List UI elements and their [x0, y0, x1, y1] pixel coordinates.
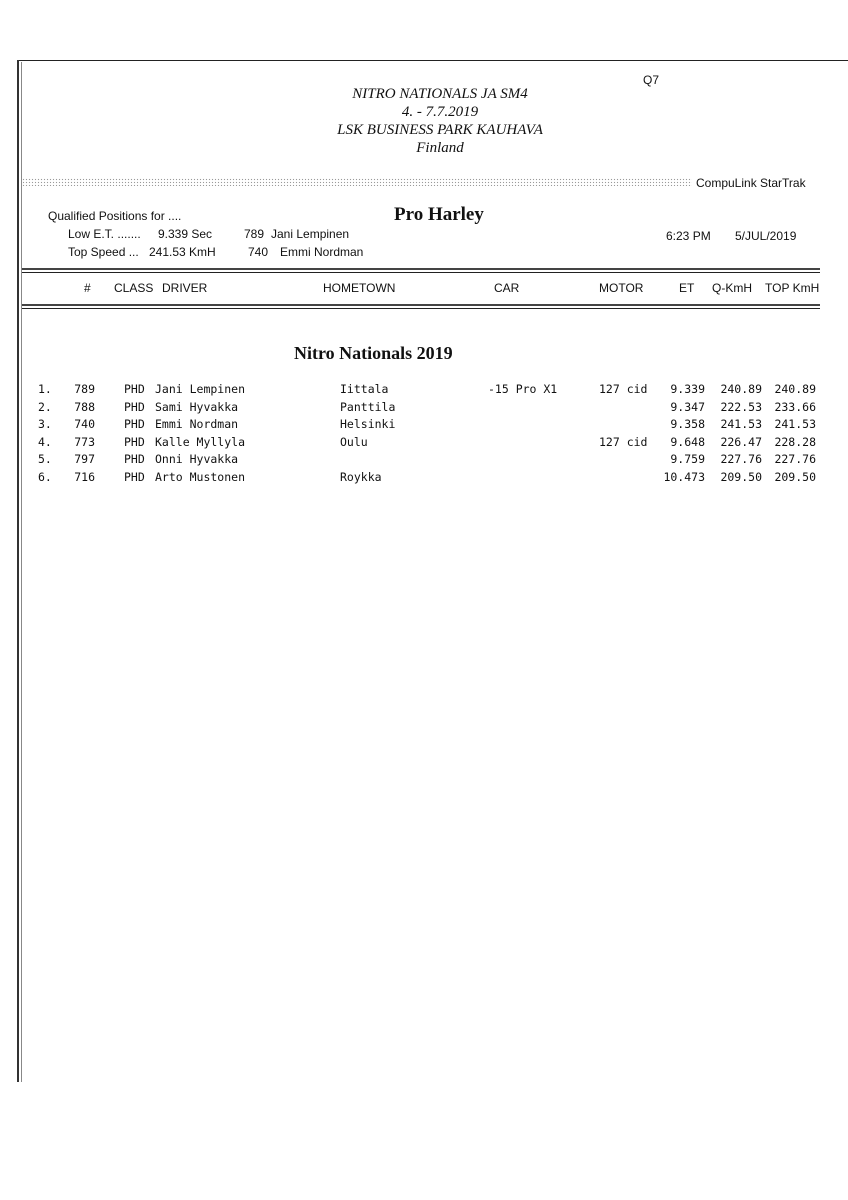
col-header-et: ET [679, 281, 695, 295]
cell-top-kmh: 241.53 [774, 417, 816, 431]
cell-hometown: Panttila [340, 399, 396, 414]
cell-class: PHD [124, 452, 145, 466]
cell-top-kmh: 240.89 [774, 382, 816, 396]
top-speed-name: Emmi Nordman [280, 245, 364, 259]
cell-qkmh: 241.53 [720, 417, 762, 431]
top-speed-value: 241.53 KmH [149, 245, 216, 259]
page-code: Q7 [643, 73, 660, 87]
header-bottom-rule [22, 304, 820, 306]
cell-motor: 127 cid [599, 434, 648, 449]
cell-hometown: Iittala [340, 382, 389, 396]
header-top-rule [22, 268, 820, 270]
cell-driver: Onni Hyvakka [155, 452, 239, 466]
cell-et: 9.648 [670, 434, 705, 449]
low-et-name: Jani Lempinen [271, 227, 350, 241]
cell-qkmh: 227.76 [720, 452, 762, 466]
cell-number: 797 [74, 452, 95, 466]
frame-top-line [17, 60, 848, 61]
cell-number: 740 [74, 417, 95, 431]
cell-position: 6. [38, 469, 52, 484]
top-speed-number: 740 [248, 245, 269, 259]
cell-top-kmh: 233.66 [774, 399, 816, 414]
event-country: Finland [416, 140, 464, 156]
cell-top-kmh: 209.50 [774, 469, 816, 484]
col-header-qkmh: Q-KmH [712, 281, 752, 295]
section-title: Nitro Nationals 2019 [294, 343, 453, 363]
cell-position: 2. [38, 399, 52, 414]
cell-et: 9.759 [670, 452, 705, 466]
low-et-value: 9.339 Sec [158, 227, 213, 241]
cell-driver: Jani Lempinen [155, 382, 246, 396]
cell-hometown: Oulu [340, 434, 368, 449]
cell-number: 788 [74, 399, 95, 414]
qualified-label: Qualified Positions for .... [48, 209, 182, 223]
cell-hometown: Roykka [340, 469, 382, 484]
col-header-top-kmh: TOP KmH [765, 281, 820, 295]
cell-qkmh: 222.53 [720, 399, 762, 414]
cell-et: 10.473 [663, 469, 705, 484]
header-top-rule-inner [22, 272, 820, 273]
col-header-motor: MOTOR [599, 281, 644, 295]
event-dates: 4. - 7.7.2019 [401, 104, 479, 120]
cell-class: PHD [124, 382, 145, 396]
cell-class: PHD [124, 399, 145, 414]
cell-qkmh: 226.47 [720, 434, 762, 449]
col-header-num: # [84, 281, 91, 295]
frame-left-inner-line [21, 62, 22, 1082]
col-header-driver: DRIVER [162, 281, 208, 295]
cell-et: 9.347 [670, 399, 705, 414]
frame-left-line [17, 60, 19, 1082]
cell-number: 789 [74, 382, 95, 396]
cell-qkmh: 209.50 [720, 469, 762, 484]
low-et-label: Low E.T. ....... [68, 227, 141, 241]
cell-position: 5. [38, 452, 52, 466]
event-name: NITRO NATIONALS JA SM4 [352, 86, 528, 102]
col-header-car: CAR [494, 281, 520, 295]
top-speed-label: Top Speed ... [68, 245, 139, 259]
cell-position: 1. [38, 382, 52, 396]
cell-et: 9.358 [670, 417, 705, 431]
cell-class: PHD [124, 469, 145, 484]
report-date: 5/JUL/2019 [735, 229, 797, 243]
cell-position: 4. [38, 434, 52, 449]
cell-motor: 127 cid [599, 382, 648, 396]
cell-driver: Kalle Myllyla [155, 434, 246, 449]
cell-qkmh: 240.89 [720, 382, 762, 396]
cell-car: -15 Pro X1 [488, 382, 558, 396]
cell-et: 9.339 [670, 382, 705, 396]
header-bottom-rule-inner [22, 308, 820, 309]
col-header-class: CLASS [114, 281, 154, 295]
event-venue: LSK BUSINESS PARK KAUHAVA [337, 122, 543, 138]
cell-driver: Arto Mustonen [155, 469, 246, 484]
cell-driver: Emmi Nordman [155, 417, 239, 431]
cell-driver: Sami Hyvakka [155, 399, 239, 414]
col-header-hometown: HOMETOWN [323, 281, 396, 295]
system-name: CompuLink StarTrak [696, 176, 806, 190]
cell-hometown: Helsinki [340, 417, 396, 431]
low-et-number: 789 [244, 227, 265, 241]
cell-top-kmh: 227.76 [774, 452, 816, 466]
cell-class: PHD [124, 417, 145, 431]
class-title: Pro Harley [394, 204, 484, 225]
cell-class: PHD [124, 434, 145, 449]
cell-top-kmh: 228.28 [774, 434, 816, 449]
cell-number: 716 [74, 469, 95, 484]
report-time: 6:23 PM [666, 229, 711, 243]
cell-position: 3. [38, 417, 52, 431]
cell-number: 773 [74, 434, 95, 449]
dotted-separator [22, 178, 692, 186]
